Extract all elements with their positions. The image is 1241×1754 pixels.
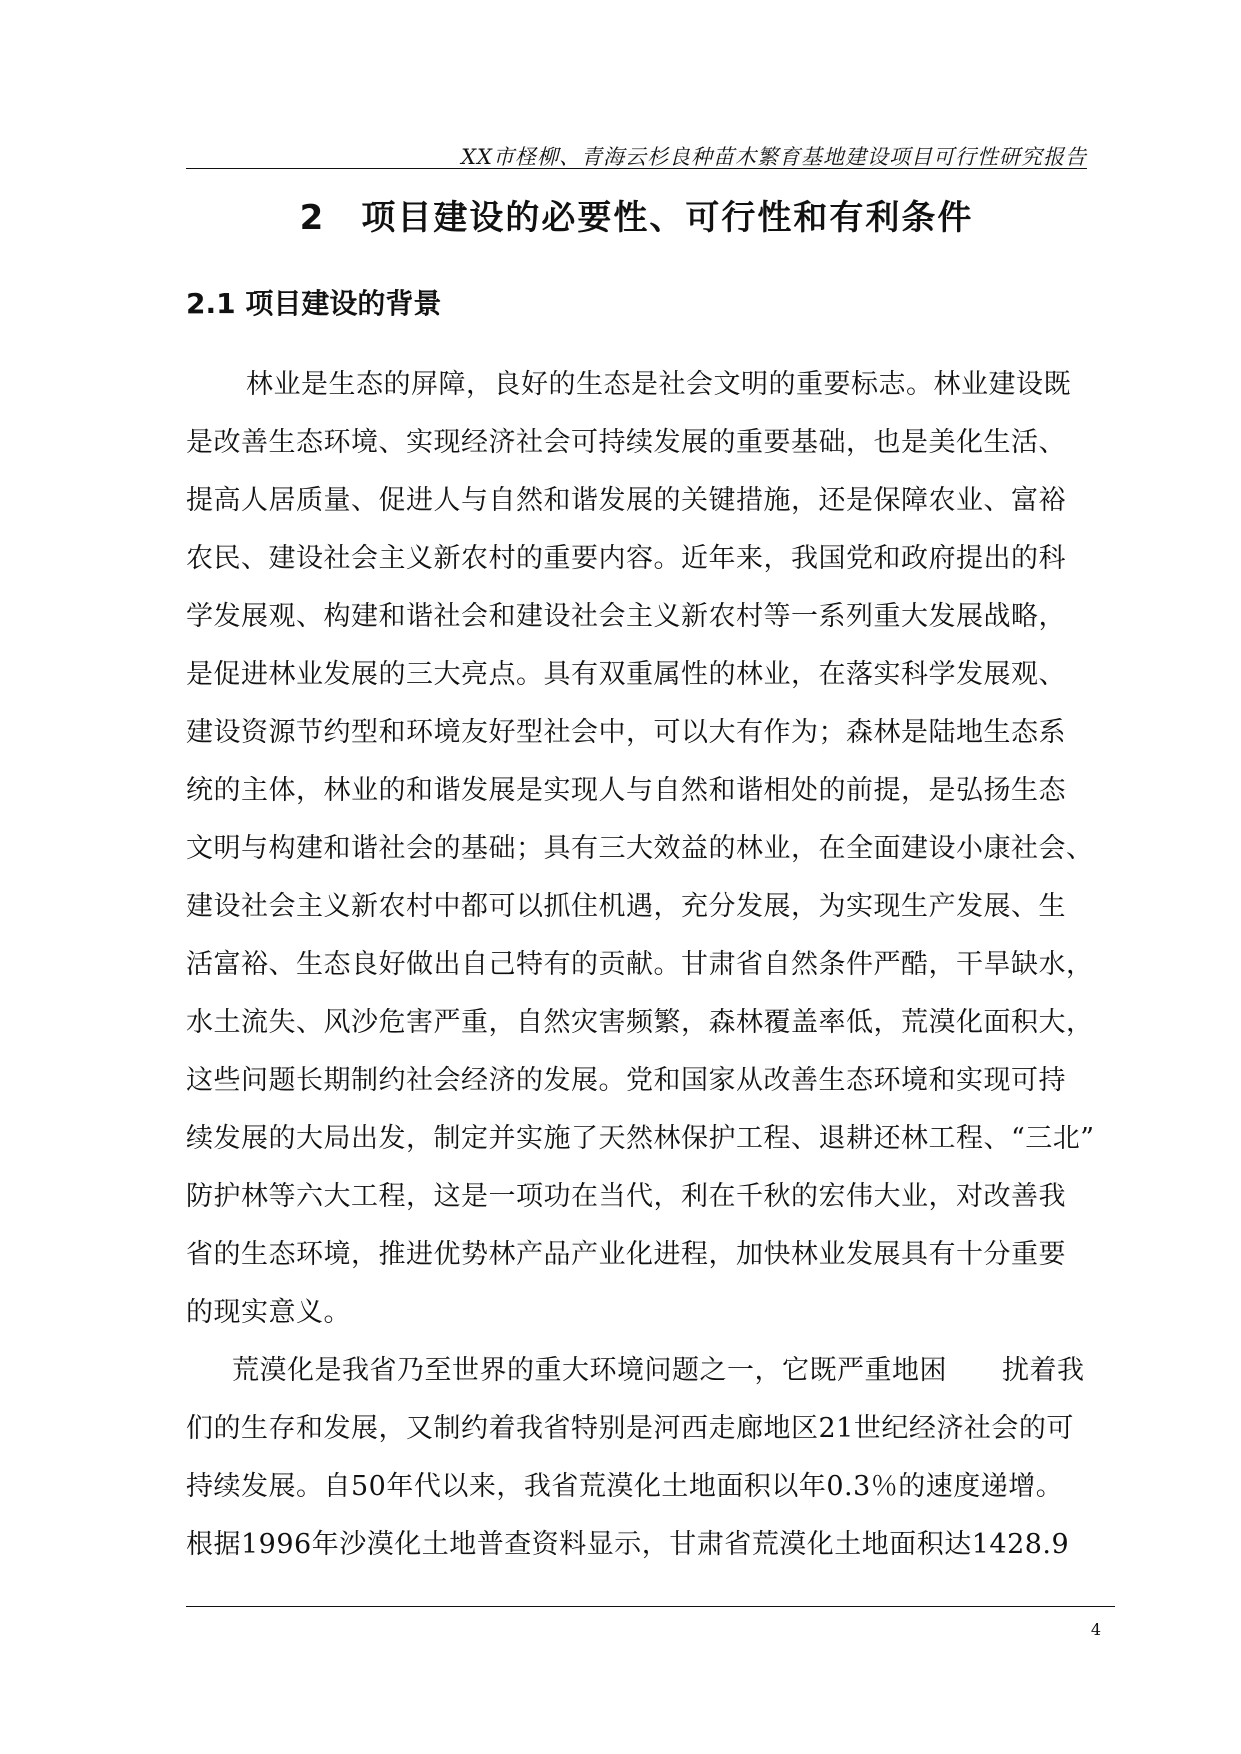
paragraph-line: 统的主体，林业的和谐发展是实现人与自然和谐相处的前提，是弘扬生态 [186,775,1066,806]
paragraph-line: 们的生存和发展，又制约着我省特别是河西走廊地区21世纪经济社会的可 [186,1413,1074,1444]
paragraph-line: 这些问题长期制约社会经济的发展。党和国家从改善生态环境和实现可持 [186,1065,1066,1096]
paragraph-line: 建设资源节约型和环境友好型社会中，可以大有作为；森林是陆地生态系 [186,717,1066,748]
paragraph-line: 是促进林业发展的三大亮点。具有双重属性的林业，在落实科学发展观、 [186,659,1066,690]
paragraph-line: 荒漠化是我省乃至世界的重大环境问题之一，它既严重地困 扰着我 [232,1355,1085,1386]
paragraph-line: 持续发展。自50年代以来，我省荒漠化土地面积以年0.3％的速度递增。 [186,1471,1064,1502]
chapter-number: 2 [299,198,326,238]
chapter-title [186,190,1087,239]
paragraph-line: 续发展的大局出发，制定并实施了天然林保护工程、退耕还林工程、“三北” [186,1123,1095,1154]
running-header: XX市柽柳、青海云杉良种苗木繁育基地建设项目可行性研究报告 [461,145,1087,169]
paragraph-line: 是改善生态环境、实现经济社会可持续发展的重要基础，也是美化生活、 [186,427,1066,458]
paragraph-line: 防护林等六大工程，这是一项功在当代，利在千秋的宏伟大业，对改善我 [186,1181,1066,1212]
body-text [186,365,1116,1583]
paragraph-line: 活富裕、生态良好做出自己特有的贡献。甘肃省自然条件严酷，干旱缺水， [186,949,1094,980]
paragraph-line: 省的生态环境，推进优势林产品产业化进程，加快林业发展具有十分重要 [186,1239,1066,1270]
page-number: 4 [1090,1620,1101,1639]
paragraph-line: 农民、建设社会主义新农村的重要内容。近年来，我国党和政府提出的科 [186,543,1066,574]
paragraph-line: 根据1996年沙漠化土地普查资料显示，甘肃省荒漠化土地面积达1428.9 [186,1529,1070,1560]
paragraph-line: 建设社会主义新农村中都可以抓住机遇，充分发展，为实现生产发展、生 [186,891,1066,922]
footer-rule [186,1606,1115,1607]
paragraph-line: 的现实意义。 [186,1297,351,1328]
section-title: 2.1 项目建设的背景 [186,287,442,320]
paragraph-line: 提高人居质量、促进人与自然和谐发展的关键措施，还是保障农业、富裕 [186,485,1066,516]
paragraph-line: 林业是生态的屏障，良好的生态是社会文明的重要标志。林业建设既 [246,369,1071,400]
paragraph-line: 水土流失、风沙危害严重，自然灾害频繁，森林覆盖率低，荒漠化面积大， [186,1007,1094,1038]
chapter-heading: 项目建设的必要性、可行性和有利条件 [361,198,974,238]
header-rule [186,168,1087,169]
paragraph-line: 学发展观、构建和谐社会和建设社会主义新农村等一系列重大发展战略， [186,601,1066,632]
paragraph-line: 文明与构建和谐社会的基础；具有三大效益的林业，在全面建设小康社会、 [186,833,1094,864]
